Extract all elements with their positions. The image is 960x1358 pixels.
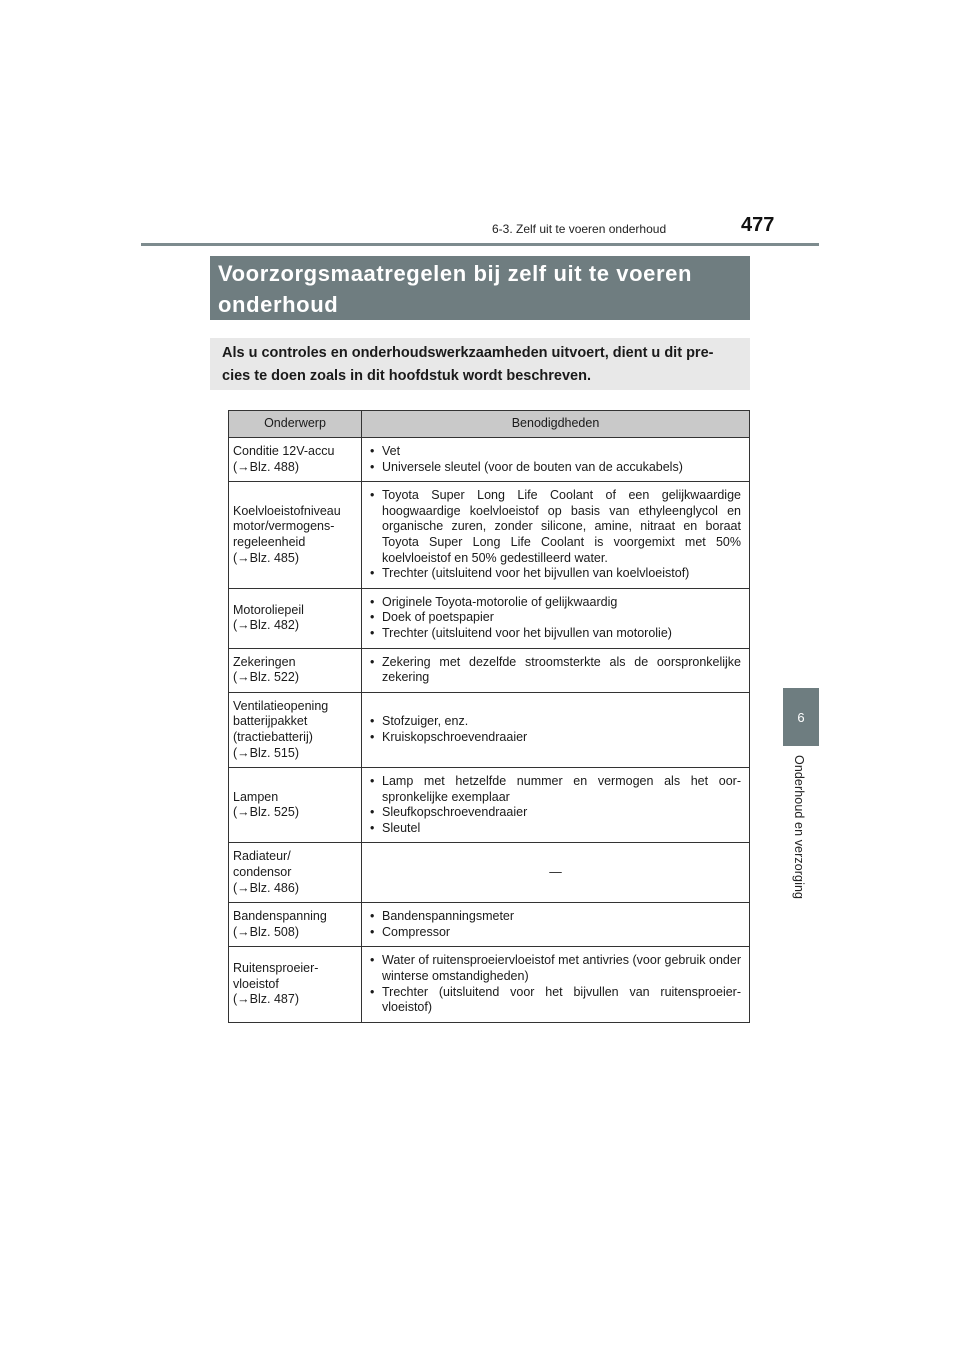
item-list [370, 488, 741, 582]
list-item: • Toyota Super Long Life Coolant of een gelijkwaardige hoogwaardige koelvloeistof op basis van ethyleenglycol en organische zuren, zonder silicone, amine, nitraat en boraat Toyota Super Long Life Coolant is voorgemixt met 50% koelvloeistof en 50% gedestilleerd water. [370, 488, 741, 566]
list-item: • Compressor [370, 925, 741, 941]
row-subject [229, 903, 362, 947]
list-item: • Vet [370, 444, 741, 460]
item-list [370, 595, 741, 642]
subject-line: Ventilatieopening [233, 698, 329, 713]
row-subject [229, 588, 362, 648]
table-header-row [229, 411, 750, 438]
subject-line: (→Blz. 487) [233, 992, 299, 1007]
subject-line: batterijpakket [233, 714, 308, 729]
list-item: • Lamp met hetzelfde nummer en vermogen als het oor-spronkelijke exemplaar [370, 774, 741, 805]
column-header-subject: Onderwerp [229, 411, 362, 438]
subject-line: Ruitensproeier- [233, 961, 319, 976]
list-item: • Kruiskopschroevendraaier [370, 730, 741, 746]
section-title: 6-3. Zelf uit te voeren onderhoud [492, 222, 667, 236]
empty-dash: — [549, 865, 562, 880]
row-subject [229, 843, 362, 903]
table-row [229, 692, 750, 767]
subject-line: condensor [233, 865, 292, 880]
subject-line: (→Blz. 525) [233, 805, 299, 820]
row-items [362, 768, 750, 843]
list-item: • Zekering met dezelfde stroomsterkte als de oorspronkelijke zekering [370, 655, 741, 686]
list-item: • Sleufkopschroevendraaier [370, 805, 741, 821]
column-header-items: Benodigdheden [362, 411, 750, 438]
chapter-label: Onderhoud en verzorging [792, 755, 806, 900]
table-row [229, 648, 750, 692]
list-item: • Trechter (uitsluitend voor het bijvullen van koelvloeistof) [370, 566, 741, 582]
list-item: • Trechter (uitsluitend voor het bijvullen van ruitensproeier-vloeistof) [370, 985, 741, 1016]
subject-line: (→Blz. 486) [233, 880, 299, 895]
subject-line: Conditie 12V-accu [233, 444, 335, 458]
table-row [229, 903, 750, 947]
list-item: • Stofzuiger, enz. [370, 714, 741, 730]
row-subject [229, 692, 362, 767]
table-row [229, 843, 750, 903]
subject-line: Motoroliepeil [233, 602, 304, 617]
subject-line: (tractiebatterij) [233, 729, 313, 744]
subject-line: (→Blz. 485) [233, 550, 299, 565]
row-items [362, 438, 750, 482]
subject-line: vloeistof [233, 976, 279, 991]
subject-line: Zekeringen [233, 654, 296, 669]
page-title: Voorzorgsmaatregelen bij zelf uit te voeren onderhoud [210, 256, 750, 320]
table-body [229, 438, 750, 1023]
subject-line: Bandenspanning [233, 909, 327, 924]
subject-line: (→Blz. 482) [233, 618, 299, 633]
row-subject [229, 768, 362, 843]
subject-line: Koelvloeistofniveau [233, 503, 341, 518]
subject-line: Radiateur/ [233, 849, 291, 864]
row-items [362, 482, 750, 589]
header-divider [141, 243, 819, 246]
item-list [370, 953, 741, 1015]
row-subject [229, 482, 362, 589]
chapter-tab: 6 [783, 688, 819, 746]
item-list [370, 714, 741, 745]
list-item: • Doek of poetspapier [370, 610, 741, 626]
subject-line: (→Blz. 522) [233, 670, 299, 685]
item-list [370, 444, 741, 475]
row-items [362, 903, 750, 947]
table-row [229, 947, 750, 1022]
table-row [229, 482, 750, 589]
subject-line: regeleenheid [233, 534, 306, 549]
row-items [362, 947, 750, 1022]
table-row [229, 588, 750, 648]
subject-line: (→Blz. 508) [233, 924, 299, 939]
requirements-table [228, 410, 750, 1023]
subject-line: (→Blz. 515) [233, 745, 299, 760]
list-item: • Bandenspanningsmeter [370, 909, 741, 925]
item-list [370, 655, 741, 686]
row-items [362, 843, 750, 903]
list-item: • Sleutel [370, 821, 741, 837]
subject-line: Lampen [233, 789, 279, 804]
row-subject [229, 947, 362, 1022]
subject-line: motor/vermogens- [233, 519, 335, 534]
subject-line: (→Blz. 488) [233, 459, 299, 474]
list-item: • Originele Toyota-motorolie of gelijkwaardig [370, 595, 741, 611]
item-list [370, 909, 741, 940]
row-items [362, 648, 750, 692]
list-item: • Universele sleutel (voor de bouten van de accukabels) [370, 460, 741, 476]
row-subject [229, 648, 362, 692]
table-row [229, 768, 750, 843]
item-list [370, 774, 741, 836]
table-row [229, 438, 750, 482]
row-subject [229, 438, 362, 482]
row-items [362, 692, 750, 767]
list-item: • Trechter (uitsluitend voor het bijvullen van motorolie) [370, 626, 741, 642]
intro-text: Als u controles en onderhoudswerkzaamheden uitvoert, dient u dit pre-cies te doen zoals in dit hoofdstuk wordt beschreven. [210, 338, 750, 390]
page-number: 477 [741, 214, 775, 236]
list-item: • Water of ruitensproeiervloeistof met antivries (voor gebruik onder winterse omstandigheden) [370, 953, 741, 984]
row-items [362, 588, 750, 648]
